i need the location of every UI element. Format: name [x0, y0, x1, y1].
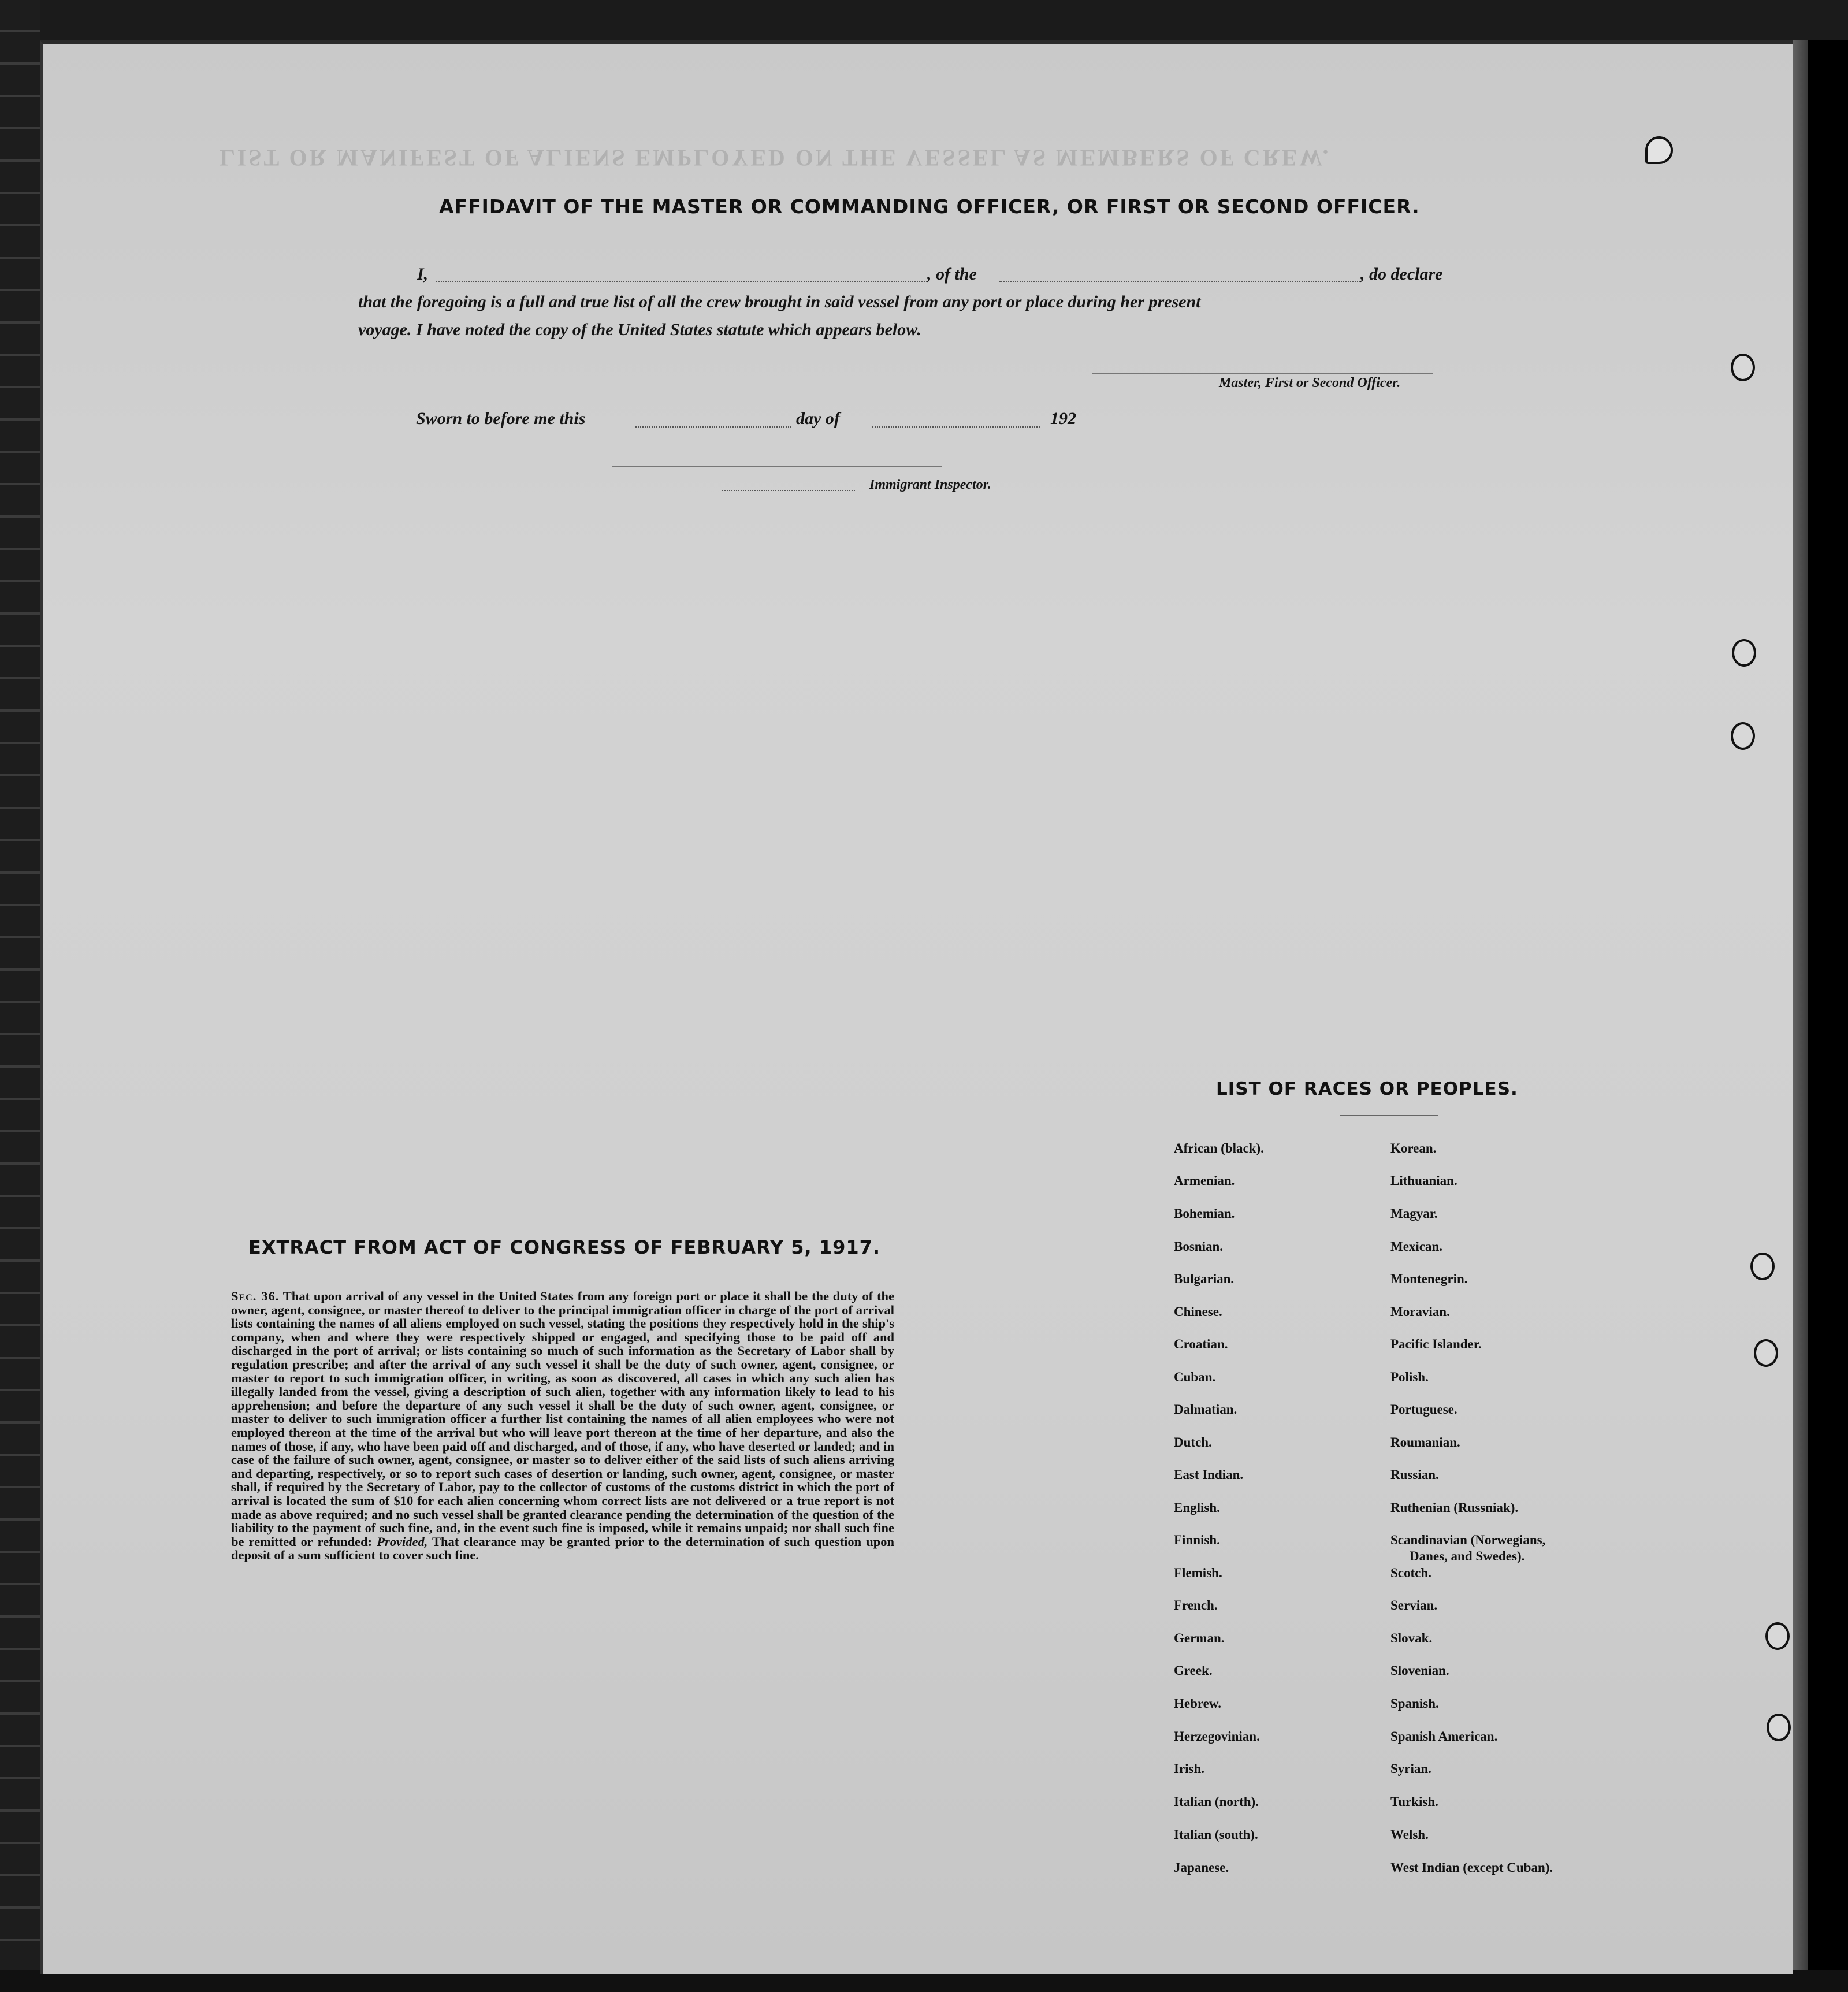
race-item: Lithuanian.	[1390, 1173, 1457, 1188]
race-item: Turkish.	[1390, 1794, 1438, 1809]
race-item: Hebrew.	[1174, 1696, 1221, 1711]
races-heading: LIST OF RACES OR PEOPLES.	[1216, 1079, 1518, 1099]
race-item: Magyar.	[1390, 1206, 1438, 1221]
race-item: German.	[1174, 1631, 1225, 1645]
race-item: Bohemian.	[1174, 1206, 1235, 1221]
race-item: Roumanian.	[1390, 1435, 1460, 1450]
race-item: African (black).	[1174, 1141, 1264, 1155]
day-of-text: day of	[796, 409, 840, 428]
race-item: Scotch.	[1390, 1566, 1431, 1580]
race-item: Korean.	[1390, 1141, 1437, 1155]
race-item: French.	[1174, 1598, 1218, 1612]
inspector-label: Immigrant Inspector.	[869, 477, 991, 492]
binder-hole	[1765, 1622, 1790, 1650]
race-item: Spanish American.	[1390, 1729, 1498, 1744]
race-item: Armenian.	[1174, 1173, 1235, 1188]
do-declare-text: , do declare	[1360, 265, 1443, 284]
race-item: Portuguese.	[1390, 1402, 1457, 1417]
race-item: Japanese.	[1174, 1860, 1229, 1875]
sworn-day-line[interactable]	[635, 426, 791, 428]
inspector-signature-line[interactable]	[612, 466, 942, 467]
race-item: Spanish.	[1390, 1696, 1439, 1711]
extract-heading: EXTRACT FROM ACT OF CONGRESS OF FEBRUARY 5, 1917.	[248, 1236, 881, 1258]
race-item: Dutch.	[1174, 1435, 1212, 1450]
race-item: Italian (south).	[1174, 1827, 1258, 1842]
race-item: Scandinavian (Norwegians,	[1390, 1533, 1546, 1547]
race-item: Cuban.	[1174, 1370, 1216, 1384]
race-item: Moravian.	[1390, 1305, 1450, 1319]
year-prefix: 192	[1050, 409, 1076, 428]
inspector-dots	[722, 490, 855, 491]
race-item: Bulgarian.	[1174, 1272, 1235, 1286]
affidavit-heading: AFFIDAVIT OF THE MASTER OR COMMANDING OFFICER, OR FIRST OR SECOND OFFICER.	[439, 195, 1420, 218]
affidavit-line-3: voyage. I have noted the copy of the United States statute which appears below.	[358, 320, 921, 339]
race-item: English.	[1174, 1500, 1220, 1515]
race-item: Bosnian.	[1174, 1239, 1224, 1254]
race-item: Finnish.	[1174, 1533, 1220, 1547]
race-item: Pacific Islander.	[1390, 1337, 1482, 1351]
race-item: Herzegovinian.	[1174, 1729, 1260, 1744]
declarant-prefix: I,	[417, 265, 429, 284]
race-item: Welsh.	[1390, 1827, 1429, 1842]
provided-clause: Provided,	[377, 1534, 428, 1549]
binder-hole	[1731, 354, 1755, 381]
binder-hole	[1750, 1253, 1775, 1280]
race-item: Greek.	[1174, 1663, 1213, 1678]
scan-left-border	[0, 0, 40, 1992]
race-item: Irish.	[1174, 1761, 1205, 1776]
race-item: Mexican.	[1390, 1239, 1443, 1254]
sworn-prefix: Sworn to before me this	[416, 409, 586, 428]
master-signature-line[interactable]	[1092, 373, 1433, 374]
declarant-name-line[interactable]	[436, 281, 927, 282]
vessel-name-line[interactable]	[999, 281, 1360, 282]
extract-text-part2: That clearance may be granted prior to the determination of such question upon deposit of a sum sufficient to cover such fine.	[231, 1534, 895, 1563]
binder-hole	[1754, 1339, 1778, 1367]
extract-body	[231, 1289, 894, 1562]
race-item: Croatian.	[1174, 1337, 1228, 1351]
binder-hole	[1767, 1714, 1791, 1741]
binder-clip-mark	[1645, 136, 1673, 164]
sworn-month-line[interactable]	[872, 426, 1040, 428]
binder-hole	[1731, 722, 1755, 750]
of-the-text: , of the	[927, 265, 977, 284]
race-item: Slovenian.	[1390, 1663, 1449, 1678]
master-signature-label: Master, First or Second Officer.	[1219, 376, 1401, 391]
scan-top-border	[0, 0, 1848, 40]
race-item: Flemish.	[1174, 1566, 1222, 1580]
race-item: Polish.	[1390, 1370, 1429, 1384]
race-item: Italian (north).	[1174, 1794, 1259, 1809]
race-item: Montenegrin.	[1390, 1272, 1468, 1286]
races-heading-rule	[1340, 1115, 1438, 1116]
section-label: Sec. 36.	[231, 1289, 280, 1303]
bleed-through-heading: LIST OR MANIFEST OF ALIENS EMPLOYED ON THE VESSEL AS MEMBERS OF CREW.	[220, 145, 1331, 171]
race-item-continued: Danes, and Swedes).	[1410, 1549, 1525, 1563]
race-item: Chinese.	[1174, 1305, 1222, 1319]
race-item: Russian.	[1390, 1467, 1439, 1482]
affidavit-line-2: that the foregoing is a full and true list of all the crew brought in said vessel from any port or place during her present	[358, 292, 1201, 311]
binder-hole	[1732, 639, 1756, 667]
race-item: Slovak.	[1390, 1631, 1433, 1645]
race-item: West Indian (except Cuban).	[1390, 1860, 1553, 1875]
extract-text-part1: That upon arrival of any vessel in the United States from any foreign port or place it shall be the duty of the owner, agent, consignee, or master thereof to deliver to the principal immigration officer in charge of the port of arrival lists containing the names of all aliens employed on such vessel, stating the positions they respectively hold in the ship's company, when and where they were respectively shipped or engaged, and specifying those to be paid off and discharged in the port of arrival; or lists containing so much of such information as the Secretary of Labor shall by regulation prescribe; and after the arrival of any such vessel it shall be the duty of such owner, agent, consignee, or master to report to such immigration officer, in writing, as soon as discovered, all cases in which any such alien has illegally landed from the vessel, giving a description of such alien, together with any information likely to lead to his apprehension; and before the departure of any such vessel it shall be the duty of such owner, agent, consignee, or master to deliver to such immigration officer a further list containing the names of all alien employees who were not employed thereon at the time of the arrival but who will leave port thereon at the time of her departure, and also the names of those, if any, who have been paid off and discharged, and of those, if any, who have deserted or landed; and in case of the failure of such owner, agent, consignee, or master so to deliver either of the said lists of such aliens arriving and departing, respectively, or so to report such cases of desertion or landing, such owner, agent, consignee, or master shall, if required by the Secretary of Labor, pay to the collector of customs of the customs district in which the port of arrival is located the sum of $10 for each alien concerning whom correct lists are not delivered or a true report is not made as above required; and no such vessel shall be granted clearance pending the determination of the question of the liability to the payment of such fine, and, in the event such fine is imposed, while it remains unpaid; nor shall such fine be remitted or refunded:	[231, 1289, 894, 1549]
race-item: Syrian.	[1390, 1761, 1431, 1776]
race-item: East Indian.	[1174, 1467, 1244, 1482]
race-item: Dalmatian.	[1174, 1402, 1237, 1417]
race-item: Ruthenian (Russniak).	[1390, 1500, 1519, 1515]
race-item: Servian.	[1390, 1598, 1438, 1612]
